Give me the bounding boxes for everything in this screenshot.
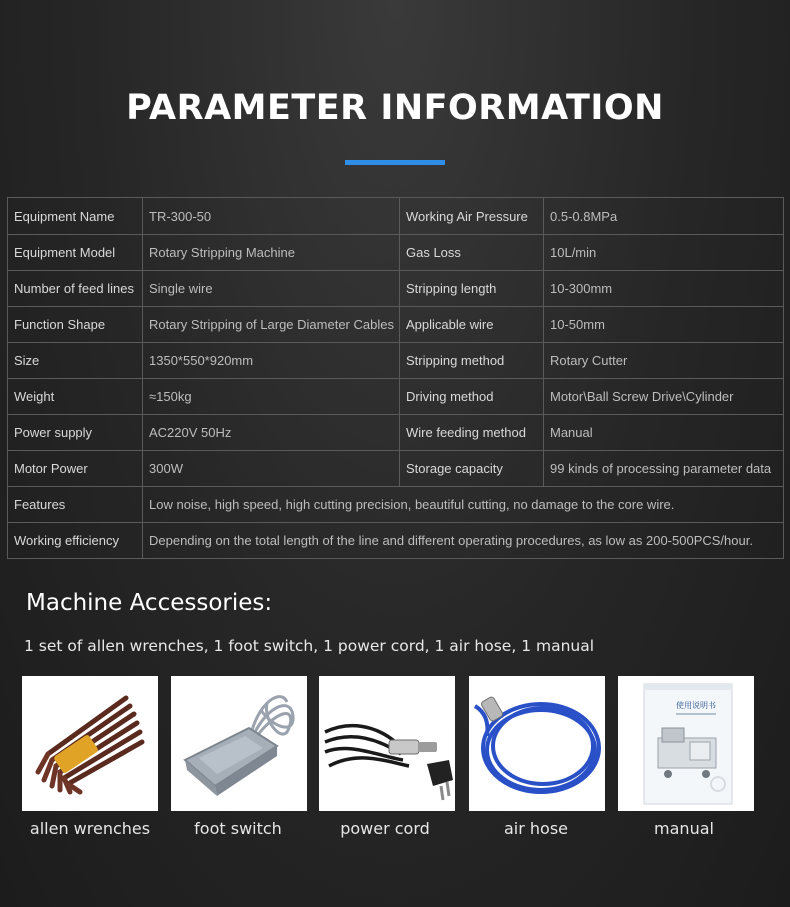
param-label: Stripping method <box>400 343 544 379</box>
param-value: Depending on the total length of the line and different operating procedures, as low as 200-500PCS/hour. <box>143 523 784 559</box>
param-value: Rotary Stripping Machine <box>143 235 400 271</box>
param-label: Working efficiency <box>8 523 143 559</box>
param-label: Motor Power <box>8 451 143 487</box>
param-label: Number of feed lines <box>8 271 143 307</box>
accessory-card-manual <box>618 676 754 811</box>
param-value: 10L/min <box>544 235 784 271</box>
manual-icon <box>618 676 754 811</box>
allen-wrench-icon <box>22 676 158 811</box>
param-label: Working Air Pressure <box>400 198 544 235</box>
param-value: 1350*550*920mm <box>143 343 400 379</box>
param-label: Wire feeding method <box>400 415 544 451</box>
param-label: Gas Loss <box>400 235 544 271</box>
param-value: Rotary Stripping of Large Diameter Cables <box>143 307 400 343</box>
power-cord-icon <box>319 676 455 811</box>
accessory-card-power-cord <box>319 676 455 811</box>
manual-cover-text: 使用说明书 <box>676 701 716 710</box>
foot-switch-icon <box>171 676 307 811</box>
param-label: Applicable wire <box>400 307 544 343</box>
accessory-card-foot-switch <box>171 676 307 811</box>
param-value: AC220V 50Hz <box>143 415 400 451</box>
param-label: Stripping length <box>400 271 544 307</box>
param-label: Power supply <box>8 415 143 451</box>
param-value: 0.5-0.8MPa <box>544 198 784 235</box>
param-label: Weight <box>8 379 143 415</box>
table-row <box>8 343 784 379</box>
param-value: Low noise, high speed, high cutting precision, beautiful cutting, no damage to the core wire. <box>143 487 784 523</box>
param-value: 10-50mm <box>544 307 784 343</box>
param-value: Manual <box>544 415 784 451</box>
table-row <box>8 379 784 415</box>
table-row <box>8 307 784 343</box>
accessory-caption: power cord <box>340 819 430 838</box>
param-value: Single wire <box>143 271 400 307</box>
table-row <box>8 198 784 235</box>
param-value: Rotary Cutter <box>544 343 784 379</box>
param-value: ≈150kg <box>143 379 400 415</box>
param-label: Features <box>8 487 143 523</box>
table-row <box>8 415 784 451</box>
table-row <box>8 523 784 559</box>
accessories-title: Machine Accessories: <box>26 590 273 616</box>
param-value: TR-300-50 <box>143 198 400 235</box>
accessory-caption: air hose <box>503 819 569 838</box>
param-label: Driving method <box>400 379 544 415</box>
accessory-card-allen-wrenches <box>22 676 158 811</box>
param-label: Equipment Name <box>8 198 143 235</box>
param-value: 99 kinds of processing parameter data <box>544 451 784 487</box>
air-hose-icon <box>469 676 605 811</box>
parameter-table <box>7 197 784 559</box>
accessories-list: 1 set of allen wrenches, 1 foot switch, 1 power cord, 1 air hose, 1 manual <box>24 637 595 655</box>
accessory-caption: manual <box>654 819 714 838</box>
table-row <box>8 235 784 271</box>
table-row <box>8 271 784 307</box>
accessory-card-air-hose <box>469 676 605 811</box>
param-value: Motor\Ball Screw Drive\Cylinder <box>544 379 784 415</box>
accessory-caption: foot switch <box>194 819 282 838</box>
accessory-caption: allen wrenches <box>29 819 151 838</box>
param-label: Equipment Model <box>8 235 143 271</box>
param-value: 10-300mm <box>544 271 784 307</box>
param-value: 300W <box>143 451 400 487</box>
param-label: Storage capacity <box>400 451 544 487</box>
table-row <box>8 487 784 523</box>
param-label: Function Shape <box>8 307 143 343</box>
page-title: PARAMETER INFORMATION <box>126 88 664 128</box>
title-underline <box>345 160 445 165</box>
param-label: Size <box>8 343 143 379</box>
table-row <box>8 451 784 487</box>
